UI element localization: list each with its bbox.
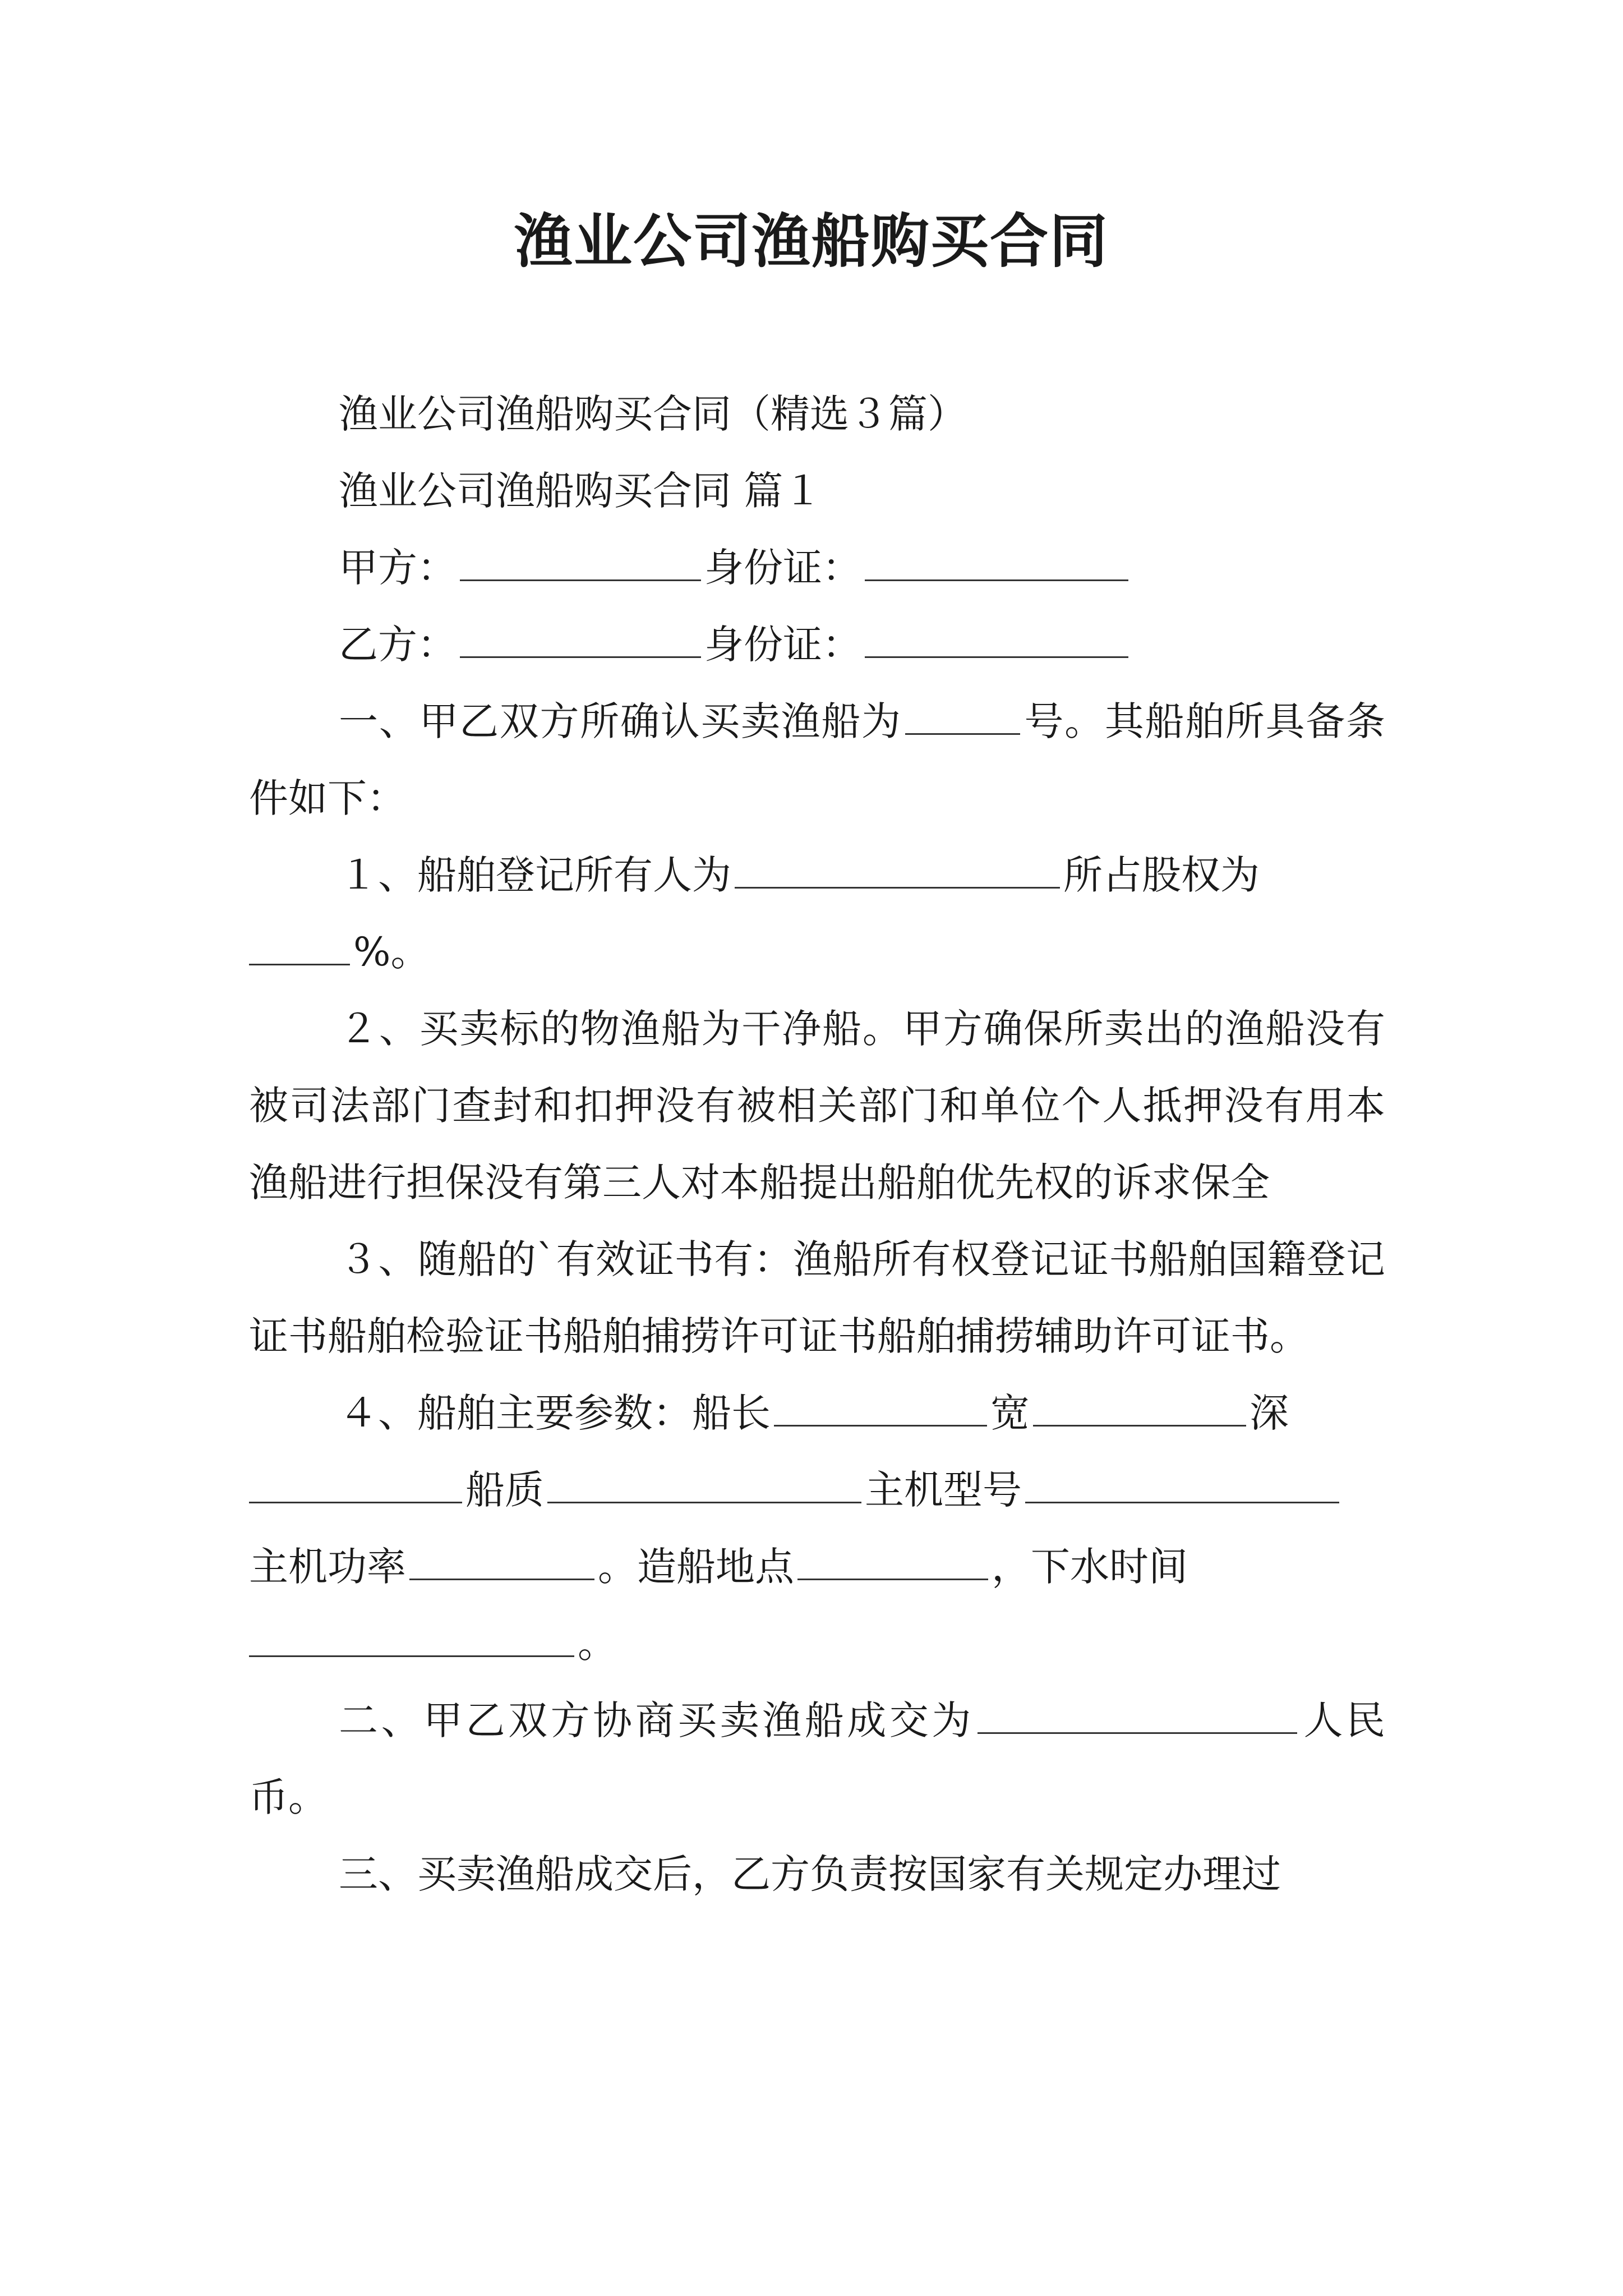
depth-blank bbox=[249, 1468, 462, 1503]
vessel-number-blank bbox=[905, 700, 1020, 735]
item-1-text-a: １、船舶登记所有人为 bbox=[339, 852, 731, 898]
launch-date-blank bbox=[249, 1622, 574, 1657]
clause-3 bbox=[249, 1836, 1385, 1913]
item-1 bbox=[249, 837, 1385, 991]
party-a-label: 甲方： bbox=[339, 545, 457, 591]
hull-material-blank bbox=[547, 1468, 861, 1503]
section-heading-text: 渔业公司渔船购买合同 篇１ bbox=[339, 468, 823, 514]
item-4-text-i: 。 bbox=[578, 1621, 617, 1667]
item-3 bbox=[249, 1221, 1385, 1375]
item-4-text-h: ，下水时间 bbox=[992, 1544, 1188, 1590]
registered-owner-blank bbox=[735, 853, 1060, 889]
document-subtitle bbox=[249, 376, 1385, 453]
clause-2 bbox=[249, 1682, 1385, 1836]
party-a-id-blank bbox=[865, 546, 1128, 581]
length-blank bbox=[774, 1391, 987, 1427]
party-b-id-label: 身份证： bbox=[704, 622, 861, 668]
item-3-text: ３、随船的`有效证书有：渔船所有权登记证书船舶国籍登记证书船舶检验证书船舶捕捞许可证书船舶捕捞辅助许可证书。 bbox=[249, 1236, 1385, 1359]
item-2 bbox=[249, 991, 1385, 1221]
clause-2-text-b: 人民币。 bbox=[249, 1697, 1386, 1820]
price-blank bbox=[978, 1699, 1297, 1734]
party-a-name-blank bbox=[460, 546, 701, 581]
clause-1-text-b: 号。其船舶所具备条件如下： bbox=[249, 698, 1386, 821]
party-b-name-blank bbox=[460, 623, 701, 658]
party-a-line bbox=[249, 530, 1385, 606]
subtitle-text: 渔业公司渔船购买合同（精选３篇） bbox=[339, 391, 967, 437]
document-title: 渔业公司渔船购买合同 bbox=[514, 206, 1109, 275]
item-4-text-g: 。造船地点 bbox=[598, 1544, 794, 1590]
engine-power-blank bbox=[409, 1545, 594, 1580]
item-1-text-b: 所占股权为 bbox=[1063, 852, 1260, 898]
equity-percent-blank bbox=[249, 930, 350, 965]
clause-1-text-a: 一、甲乙双方所确认买卖渔船为 bbox=[339, 698, 902, 744]
build-location-blank bbox=[797, 1545, 988, 1580]
item-4-text-b: 宽 bbox=[990, 1390, 1030, 1436]
party-a-id-label: 身份证： bbox=[704, 545, 861, 591]
section-heading bbox=[249, 453, 1385, 530]
item-4-text-e: 主机型号 bbox=[865, 1467, 1022, 1513]
item-1-text-c: %。 bbox=[353, 929, 430, 975]
clause-1 bbox=[249, 683, 1385, 837]
party-b-line bbox=[249, 606, 1385, 683]
item-4-text-c: 深 bbox=[1249, 1390, 1289, 1436]
clause-3-text: 三、买卖渔船成交后，乙方负责按国家有关规定办理过 bbox=[339, 1851, 1281, 1897]
party-b-id-blank bbox=[865, 623, 1128, 658]
item-4-text-a: ４、船舶主要参数：船长 bbox=[339, 1390, 771, 1436]
clause-2-text-a: 二、甲乙双方协商买卖渔船成交为 bbox=[339, 1697, 974, 1743]
item-4 bbox=[249, 1375, 1385, 1682]
item-2-text: ２、买卖标的物渔船为干净船。甲方确保所卖出的渔船没有被司法部门查封和扣押没有被相关部门和单位个人抵押没有用本渔船进行担保没有第三人对本船提出船舶优先权的诉求保全 bbox=[249, 1006, 1385, 1205]
party-b-label: 乙方： bbox=[339, 622, 457, 668]
item-4-text-d: 船质 bbox=[465, 1467, 544, 1513]
engine-model-blank bbox=[1025, 1468, 1339, 1503]
document-body bbox=[249, 376, 1385, 1913]
item-4-text-f: 主机功率 bbox=[249, 1544, 406, 1590]
width-blank bbox=[1033, 1391, 1246, 1427]
